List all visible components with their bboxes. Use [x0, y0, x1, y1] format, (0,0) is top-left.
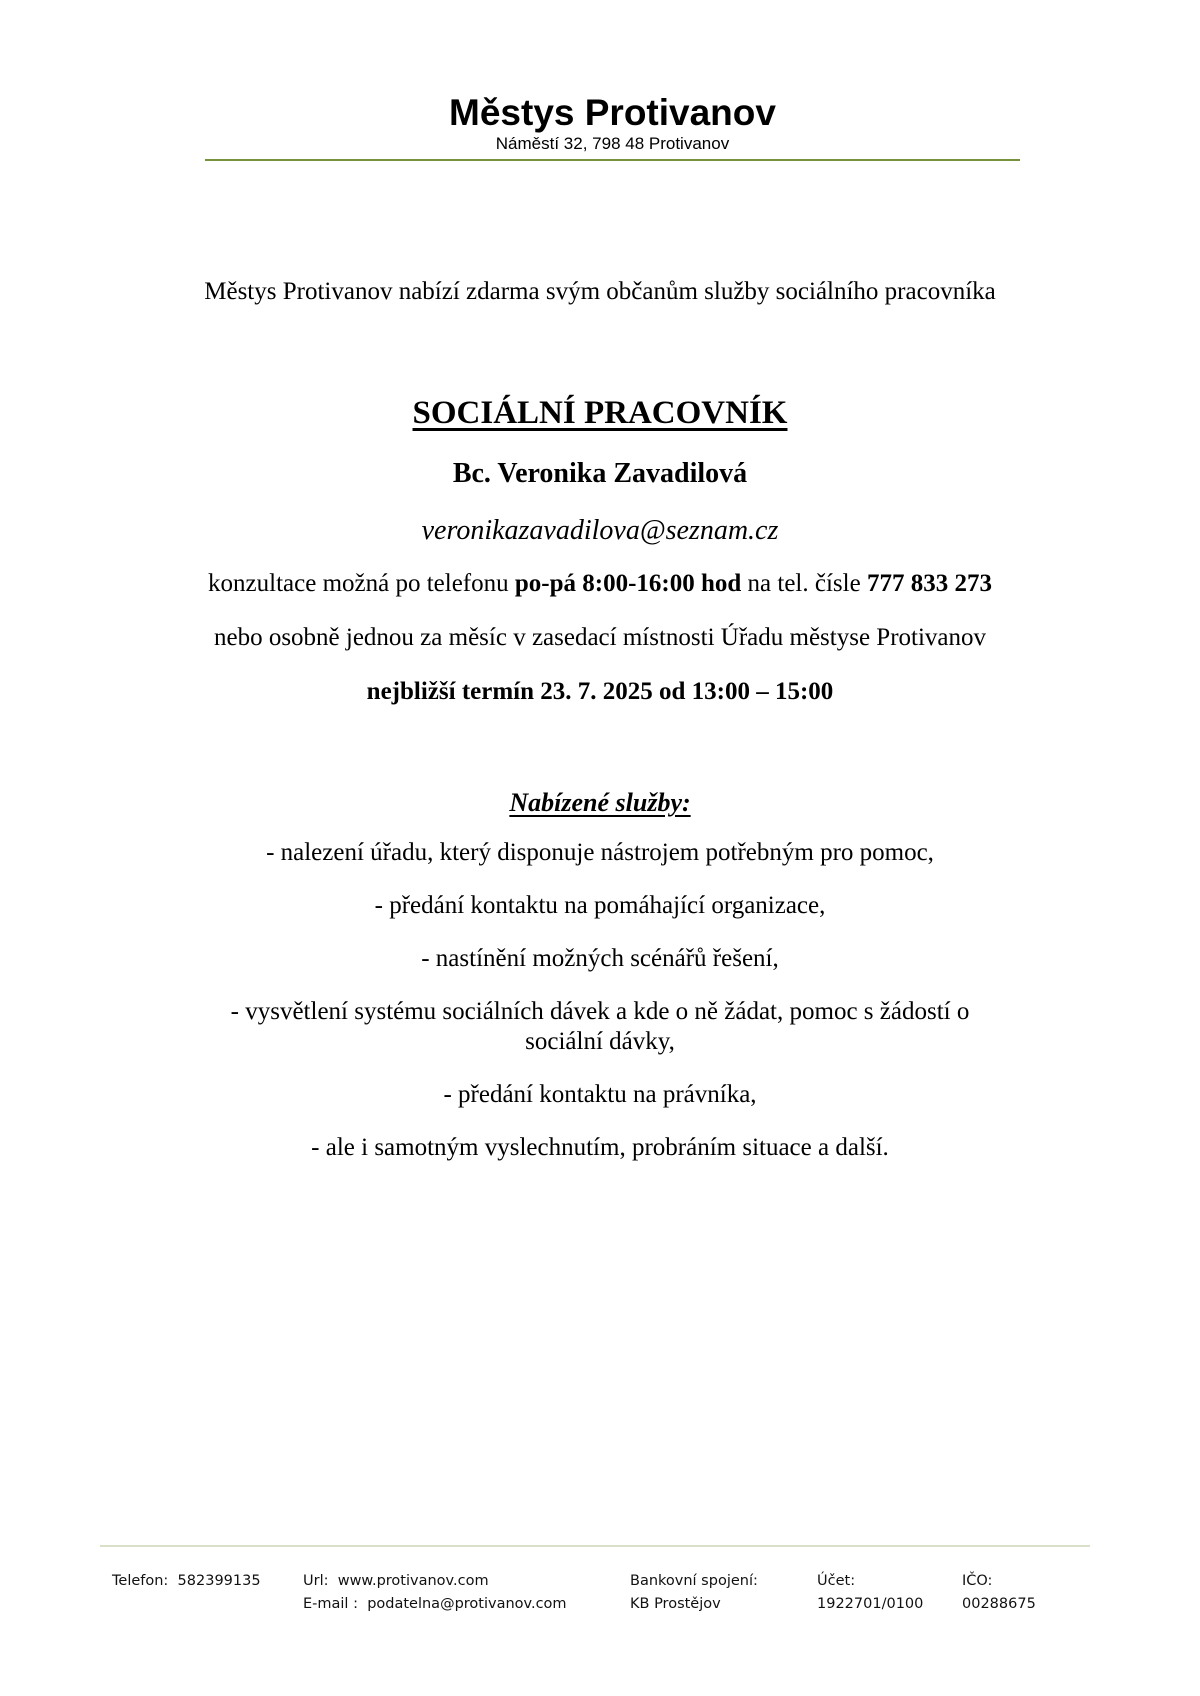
- footer-phone: [112, 1570, 261, 1593]
- account-label: Účet:: [817, 1573, 856, 1589]
- footer-ico: [962, 1570, 1036, 1616]
- ico-value: 00288675: [962, 1596, 1036, 1612]
- municipality-address: Náměstí 32, 798 48 Protivanov: [495, 134, 730, 153]
- footer-web: [303, 1570, 567, 1616]
- list-item: - ale i samotným vyslechnutím, probráním situace a další.: [311, 1134, 889, 1161]
- list-item: - vysvětlení systému sociálních dávek a kde o ně žádat, pomoc s žádostí o sociální dávky,: [230, 998, 970, 1055]
- account-value: 1922701/0100: [817, 1596, 924, 1612]
- email-value[interactable]: podatelna@protivanov.com: [367, 1596, 567, 1612]
- bank-label: Bankovní spojení:: [630, 1573, 758, 1589]
- list-item: - nalezení úřadu, který disponuje nástrojem potřebným pro pomoc,: [266, 839, 934, 866]
- ico-label: IČO:: [962, 1573, 993, 1589]
- next-appointment: nejbližší termín 23. 7. 2025 od 13:00 – 15:00: [366, 678, 834, 705]
- footer: [0, 1570, 1200, 1630]
- consult-middle: na tel. čísle: [741, 570, 867, 597]
- phone-label: Telefon:: [112, 1573, 169, 1589]
- personal-visit-line: nebo osobně jednou za měsíc v zasedací místnosti Úřadu městyse Protivanov: [213, 624, 987, 651]
- services-list: [150, 838, 1050, 1186]
- consult-hours: po-pá 8:00-16:00 hod: [514, 570, 742, 597]
- consult-phone: 777 833 273: [866, 570, 992, 597]
- consultation-line: [0, 570, 1200, 598]
- list-item: - nastínění možných scénářů řešení,: [421, 945, 779, 972]
- phone-value: 582399135: [177, 1573, 261, 1589]
- footer-bank: [630, 1570, 758, 1616]
- email-label: E-mail :: [303, 1596, 358, 1612]
- url-value[interactable]: www.protivanov.com: [337, 1573, 489, 1589]
- worker-email: veronikazavadilova@seznam.cz: [421, 515, 779, 546]
- notice-heading: SOCIÁLNÍ PRACOVNÍK: [412, 395, 788, 431]
- footer-account: [817, 1570, 923, 1616]
- bank-value: KB Prostějov: [630, 1596, 721, 1612]
- municipality-title: Městys Protivanov: [449, 92, 776, 133]
- footer-divider: [100, 1545, 1090, 1547]
- worker-name: Bc. Veronika Zavadilová: [452, 458, 748, 489]
- intro-text: Městys Protivanov nabízí zdarma svým občanům služby sociálního pracovníka: [204, 278, 996, 305]
- list-item: - předání kontaktu na právníka,: [443, 1081, 757, 1108]
- url-label: Url:: [303, 1573, 329, 1589]
- header-divider: [205, 159, 1020, 161]
- list-item: - předání kontaktu na pomáhající organizace,: [374, 892, 826, 919]
- consult-prefix: konzultace možná po telefonu: [208, 570, 515, 597]
- letterhead: [205, 92, 1020, 161]
- services-title: Nabízené služby:: [509, 788, 691, 817]
